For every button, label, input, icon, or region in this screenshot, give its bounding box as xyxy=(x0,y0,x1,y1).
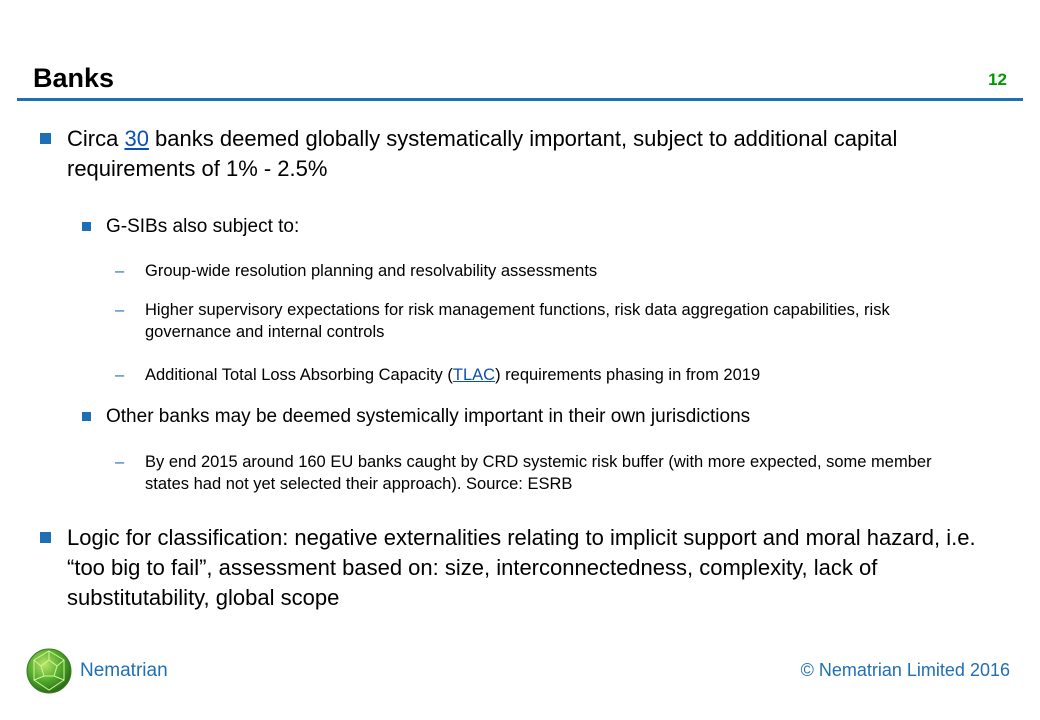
footer-copyright: © Nematrian Limited 2016 xyxy=(800,660,1010,680)
subbullet-gsib-subject-text: G-SIBs also subject to: xyxy=(106,216,300,237)
dash-marker: – xyxy=(115,262,125,280)
subbullet-other-banks-text: Other banks may be deemed systemically important in their own jurisdictions xyxy=(106,406,751,427)
dash-item-supervisory-text: Higher supervisory expectations for risk management functions, risk data aggregation capabilities, risk governance and internal controls xyxy=(145,301,890,341)
bullet-marker xyxy=(40,532,51,543)
nematrian-logo xyxy=(24,646,74,696)
page-number: 12 xyxy=(988,70,1007,89)
dash-item-resolution xyxy=(115,260,975,282)
bullet-marker xyxy=(82,412,91,421)
bullet-gsib-prefix: Circa xyxy=(67,126,125,151)
subbullet-other-banks xyxy=(82,404,982,430)
dash-item-tlac-text xyxy=(145,364,760,386)
dash-item-eu-banks-text: By end 2015 around 160 EU banks caught by CRD systemic risk buffer (with more expected, some member states had not yet selected their approach). Source: ESRB xyxy=(145,453,932,493)
dash-marker: – xyxy=(115,453,125,471)
dash-marker: – xyxy=(115,366,125,384)
bullet-marker xyxy=(40,133,51,144)
link-30[interactable]: 30 xyxy=(124,126,149,151)
dash-marker: – xyxy=(115,301,125,319)
dash-item-tlac-prefix: Additional Total Loss Absorbing Capacity ( xyxy=(145,366,453,384)
subbullet-gsib-subject xyxy=(82,214,962,240)
dash-item-eu-banks xyxy=(115,451,975,495)
bullet-gsib-suffix: banks deemed globally systematically important, subject to additional capital requirements of 1% - 2.5% xyxy=(67,126,898,181)
title-divider xyxy=(17,98,1023,101)
dash-item-resolution-text: Group-wide resolution planning and resolvability assessments xyxy=(145,262,598,280)
footer-brand: Nematrian xyxy=(80,660,168,681)
dash-item-tlac-suffix: ) requirements phasing in from 2019 xyxy=(495,366,761,384)
slide-title: Banks xyxy=(33,63,115,93)
bullet-marker xyxy=(82,222,91,231)
bullet-gsib-text xyxy=(67,124,920,184)
bullet-logic-text: Logic for classification: negative externalities relating to implicit support and moral hazard, i.e. “too big to fail”, assessment based on: size, interconnectedness, complexity, lack of substitutability, global scope xyxy=(67,525,976,610)
link-tlac[interactable]: TLAC xyxy=(452,366,496,384)
dash-item-supervisory xyxy=(115,299,975,343)
bullet-logic xyxy=(40,523,980,613)
bullet-gsib xyxy=(40,124,920,184)
dash-item-tlac xyxy=(115,364,975,386)
